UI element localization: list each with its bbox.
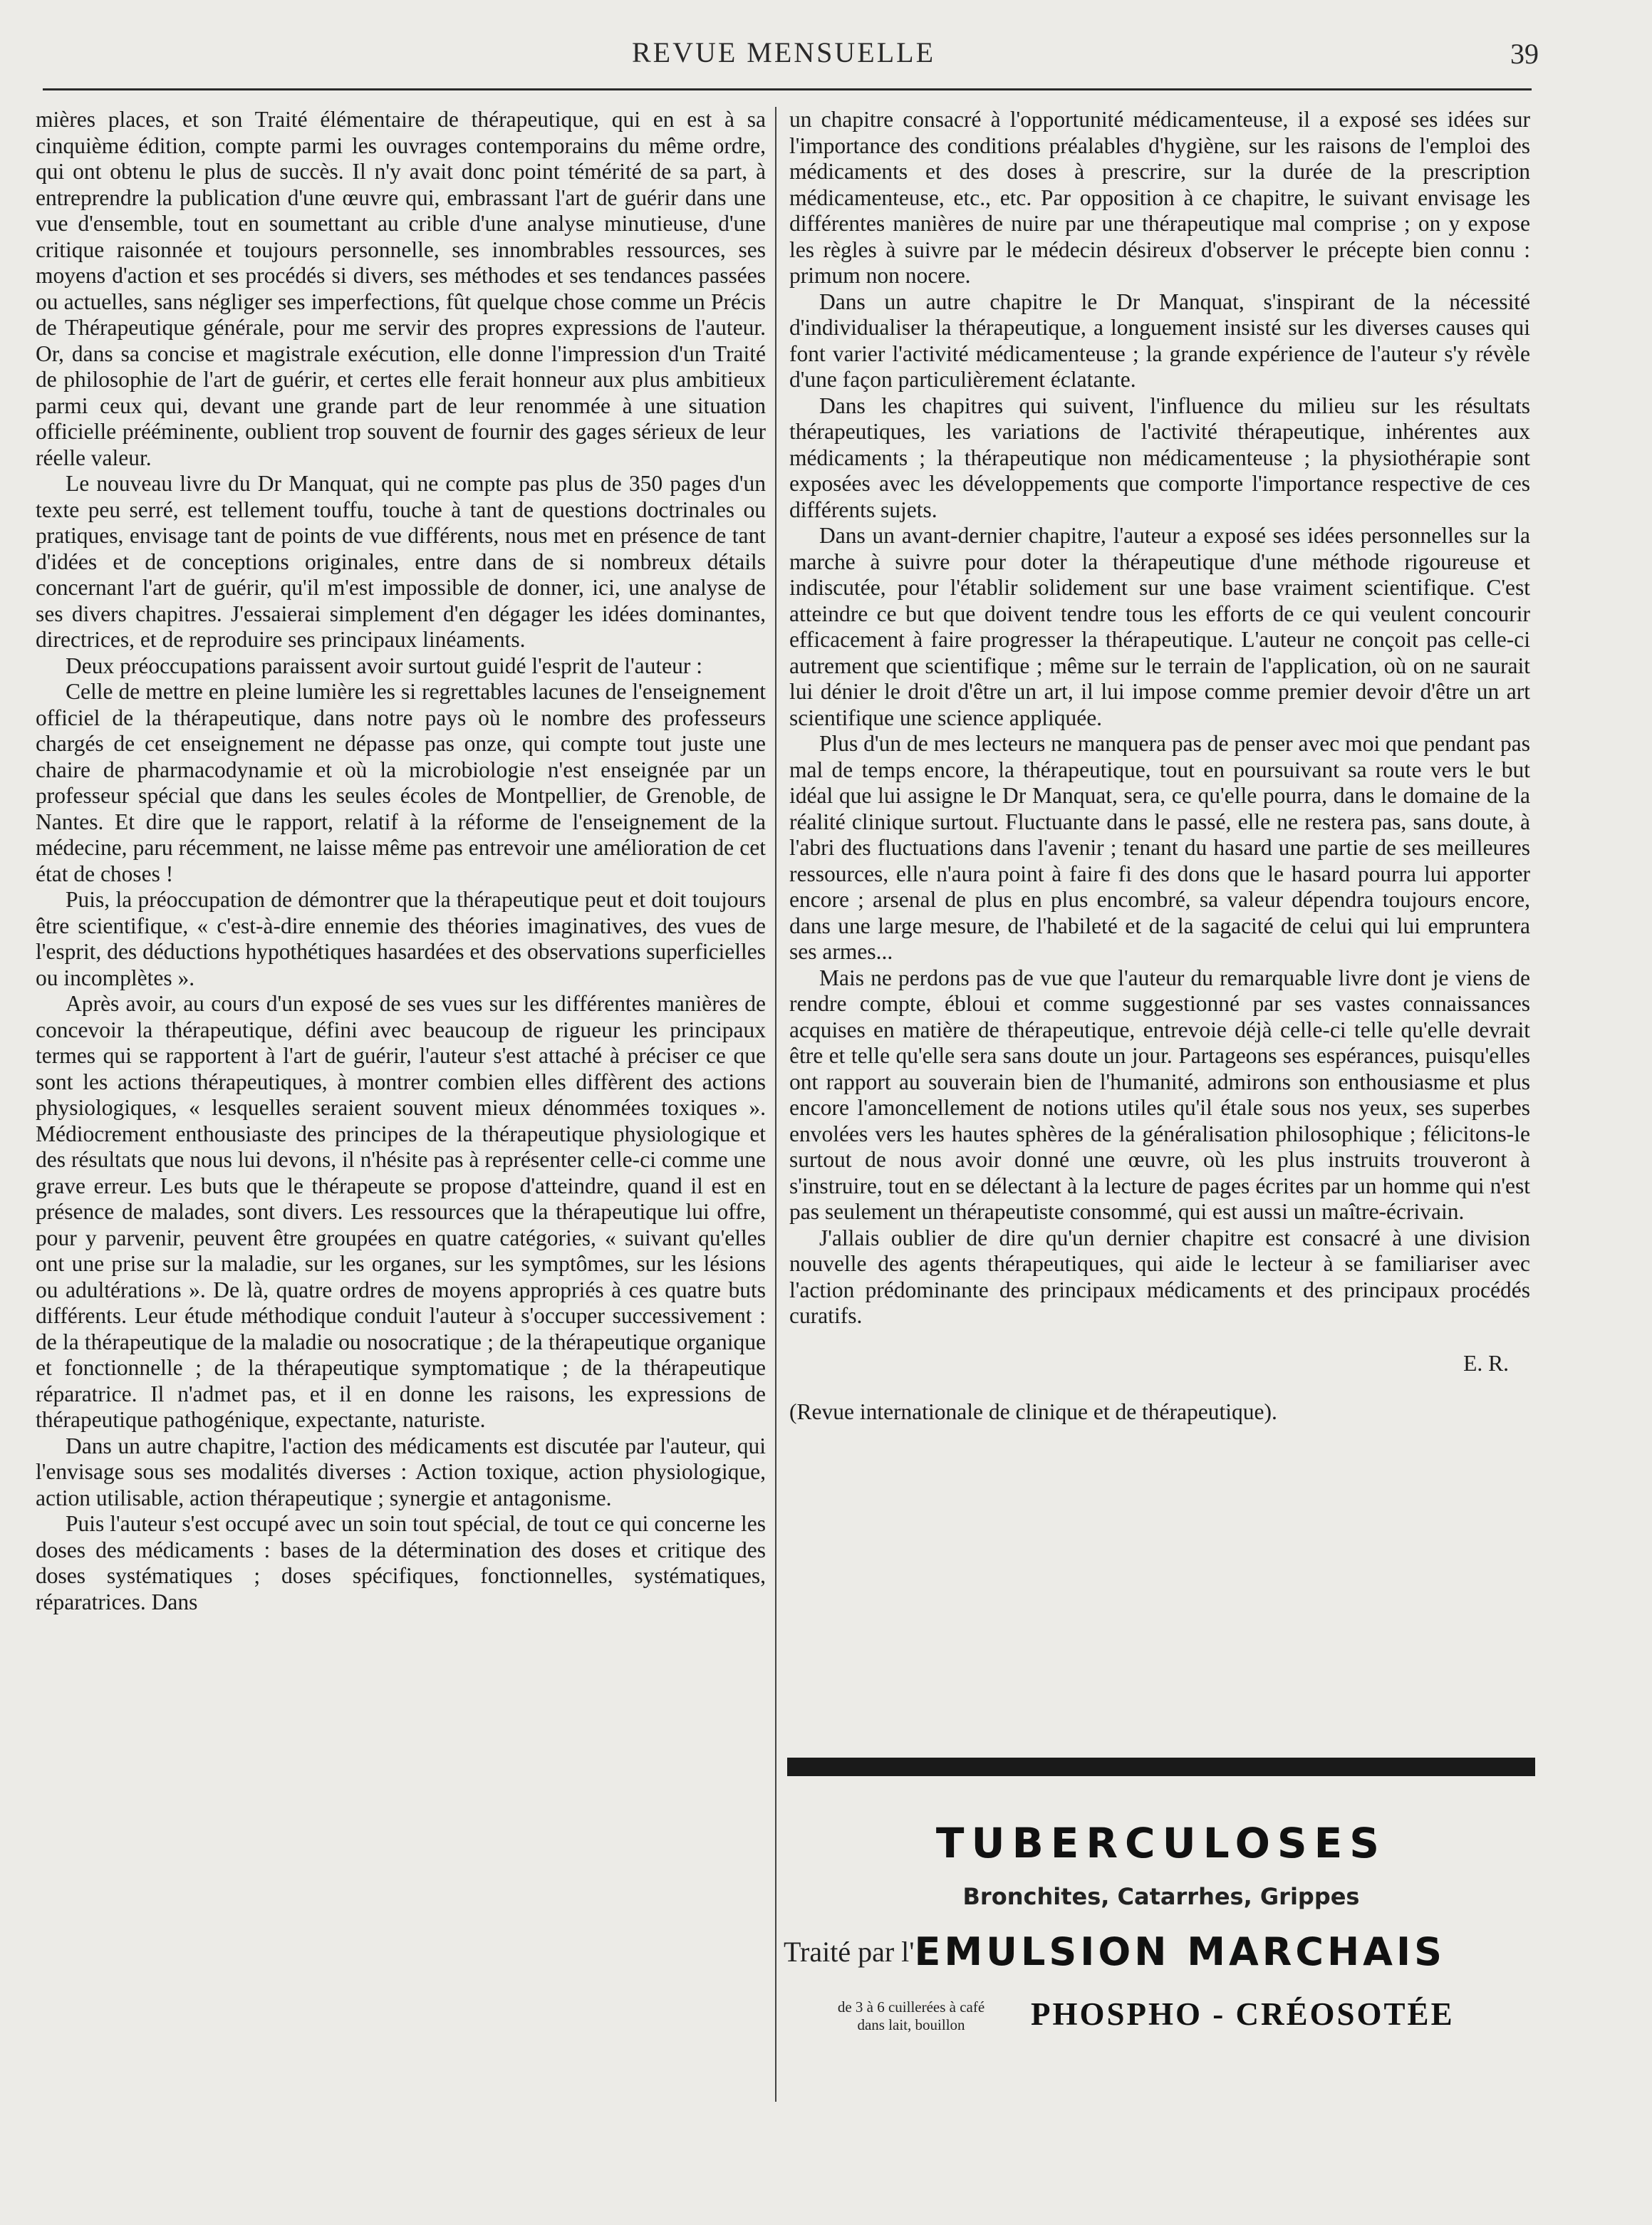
paragraph: mières places, et son Traité élémentaire de thérapeutique, qui en est à sa cinquième édition, compte parmi les ouvrages contemporains du même ordre, qui ont obtenu le plus de succès. Il n'y avait donc point témérité de sa part, à entreprendre la publication d'une œuvre qui, embrassant l'art de guérir dans une vue d'ensemble, tout en soumettant au crible d'une analyse minutieuse, d'une critique raisonnée et toujours personnelle, ses innombrables ressources, ses moyens d'action et ses procédés si divers, ses méthodes et ses tendances passées ou actuelles, sans négliger ses imperfections, fût quelque chose comme un Précis de Thérapeutique générale, pour me servir des propres expressions de l'auteur. Or, dans sa concise et magistrale exécution, elle donne l'impression d'un Traité de philosophie de l'art de guérir, et certes elle ferait honneur aux plus ambitieux parmi ceux qui, devant une grande part de leur renommée à une situation officielle prééminente, oublient trop souvent de fournir des gages sérieux de leur réelle valeur. — [36, 107, 766, 470]
ad-treated-by: Traité par l' — [784, 1936, 915, 1968]
ad-product: PHOSPHO - CRÉOSOTÉE — [1031, 1996, 1455, 2032]
column-divider — [775, 107, 776, 2102]
ad-subtitle: Bronchites, Catarrhes, Grippes — [962, 1883, 1360, 1910]
journal-title: REVUE MENSUELLE — [631, 36, 936, 68]
paragraph: un chapitre consacré à l'opportunité médicamenteuse, il a exposé ses idées sur l'importance des conditions préalables d'hygiène, sur les raisons de l'emploi des médicaments et des doses à prescrire, sur la durée de la prescription médicamenteuse, etc., etc. Par opposition à ce chapitre, le suivant envisage les différentes manières de nuire par une thérapeutique mal comprise ; on y expose les règles à suivre par le médecin désireux d'observer le précepte bien connu : primum non nocere. — [789, 107, 1530, 288]
ad-dose-line: dans lait, bouillon — [857, 2016, 965, 2033]
paragraph: Plus d'un de mes lecteurs ne manquera pas de penser avec moi que pendant pas mal de temps encore, la thérapeutique, tout en poursuivant sa route vers le but idéal que lui assigne le Dr Manquat, sera, ce qu'elle pourra, dans le domaine de la réalité clinique surtout. Fluctuante dans le passé, elle ne restera pas, sans doute, à l'abri des fluctuations dans l'avenir ; tenant du hasard une partie de ses meilleures ressources, elle n'aura point à faire fi des dons que le hasard pourra lui apporter encore ; arsenal de plus en plus encombré, sa valeur dépendra toujours encore, dans une large mesure, de l'habileté et de la sagacité de celui qui lui empruntera ses armes... — [789, 731, 1530, 964]
paragraph: Celle de mettre en pleine lumière les si regrettables lacunes de l'enseignement officiel de la thérapeutique, dans notre pays où le nombre des professeurs chargés de cet enseignement ne dépasse pas onze, qui compte tout juste une chaire de pharmacodynamie et où la microbiologie n'est enseignée par un professeur spécial que dans les seules écoles de Montpellier, de Grenoble, de Nantes. Et dire que le rapport, relatif à la réforme de l'enseignement de la médecine, paru récemment, ne laisse même pas entrevoir une amélioration de cet état de choses ! — [36, 679, 766, 886]
ad-brand: EMULSION MARCHAIS — [914, 1929, 1445, 1974]
paragraph: Le nouveau livre du Dr Manquat, qui ne compte pas plus de 350 pages d'un texte peu serré, est tellement touffu, touche à tant de questions doctrinales ou pratiques, envisage tant de points de vue différents, nous met en présence de tant d'idées et de conceptions originales, entre dans de si nombreux détails concernant l'art de guérir, qu'il m'est impossible de donner, ici, une analyse de ses divers chapitres. J'essaierai simplement d'en dégager les idées dominantes, directrices, et de reproduire ses principaux linéaments. — [36, 471, 766, 652]
ad-brand-line — [784, 1929, 1539, 1974]
paragraph: Deux préoccupations paraissent avoir surtout guidé l'esprit de l'auteur : — [66, 653, 702, 678]
ad-dose-line: de 3 à 6 cuillerées à café — [837, 1998, 985, 2016]
header-rule — [43, 88, 1532, 90]
paragraph: Dans un autre chapitre, l'action des médicaments est discutée par l'auteur, qui l'envisage sous ses modalités diverses : Action toxique, action physiologique, action utilisable, action thérapeutique ; synergie et antagonisme. — [36, 1433, 766, 1510]
left-column — [36, 107, 766, 1615]
paragraph: Dans les chapitres qui suivent, l'influence du milieu sur les résultats thérapeutiques, les variations de l'activité thérapeutique, inhérentes aux médicaments ; la thérapeutique non médicamenteuse ; la physiothérapie sont exposées avec les développements que comporte l'importance respective de ces différents sujets. — [789, 393, 1530, 522]
ad-title: TUBERCULOSES — [935, 1819, 1387, 1867]
ad-dosage — [783, 1998, 1039, 2034]
page-number: 39 — [1510, 38, 1539, 70]
advertisement — [784, 1776, 1535, 2047]
paragraph: Puis l'auteur s'est occupé avec un soin tout spécial, de tout ce qui concerne les doses des médicaments : bases de la détermination des doses et critique des doses systématiques ; doses spécifiques, fonctionnelles, systématiques, réparatrices. Dans — [36, 1511, 766, 1614]
right-column — [789, 107, 1530, 1426]
paragraph: Dans un autre chapitre le Dr Manquat, s'inspirant de la nécessité d'individualiser la thérapeutique, a longuement insisté sur les diverses causes qui font varier l'activité médicamenteuse ; la grande expérience de l'auteur s'y révèle d'une façon particulièrement éclatante. — [789, 289, 1530, 392]
advertisement-bar — [787, 1758, 1535, 1776]
paragraph: Dans un avant-dernier chapitre, l'auteur a exposé ses idées personnelles sur la marche à suivre pour doter la thérapeutique d'une méthode rigoureuse et indiscutée, pour l'établir solidement sur une base vraiment scientifique. C'est atteindre ce but que doivent tendre tous les efforts de ce qui veulent concourir efficacement à faire progresser la thérapeutique. L'auteur ne conçoit pas celle-ci autrement que scientifique ; même sur le terrain de l'application, où on ne saurait lui dénier le droit d'être un art, il lui impose comme premier devoir d'être un art scientifique une science appliquée. — [789, 523, 1530, 730]
page-header — [28, 28, 1539, 78]
paragraph: J'allais oublier de dire qu'un dernier chapitre est consacré à une division nouvelle des agents thérapeutiques, qui aide le lecteur à se familiariser avec l'action prédominante des principaux médicaments et des principaux procédés curatifs. — [789, 1225, 1530, 1328]
paragraph: Puis, la préoccupation de démontrer que la thérapeutique peut et doit toujours être scientifique, « c'est-à-dire ennemie des théories imaginatives, des vues de l'esprit, des déductions hypothétiques hasardées et des observations superficielles ou incomplètes ». — [36, 887, 766, 990]
paragraph: Mais ne perdons pas de vue que l'auteur du remarquable livre dont je viens de rendre compte, ébloui et comme suggestionné par ses vastes connaissances acquises en matière de thérapeutique, entrevoie déjà celle-ci telle qu'elle devrait être et telle qu'elle sera sans doute un jour. Partageons ses espérances, puisqu'elles ont rapport au souverain bien de l'humanité, admirons son enthousiasme et plus encore l'amoncellement de notions utiles qu'il étale sous nos yeux, ses superbes envolées vers les hautes sphères de la généralisation philosophique ; félicitons-le surtout de nous avoir donné une œuvre, où les plus instruits trouveront à s'instruire, tout en se délectant à la lecture de pages écrites par un homme qui n'est pas seulement un thérapeutiste consommé, qui est aussi un maître-écrivain. — [789, 965, 1530, 1224]
source-citation: (Revue internationale de clinique et de thérapeutique). — [789, 1399, 1277, 1424]
paragraph: Après avoir, au cours d'un exposé de ses vues sur les différentes manières de concevoir la thérapeutique, défini avec beaucoup de rigueur les principaux termes qui se rapportent à l'art de guérir, l'auteur s'est attaché à préciser ce que sont les actions thérapeutiques, à montrer combien elles diffèrent des actions physiologiques, « lesquelles seraient souvent mieux dénommées toxiques ». Médiocrement enthousiaste des principes de la thérapeutique physiologique et des résultats que nous lui devons, il n'hésite pas à représenter celle-ci comme une grave erreur. Les buts que le thérapeute se propose d'atteindre, quand il est en présence de malades, sont divers. Les ressources que la thérapeutique lui offre, pour y parvenir, peuvent être groupées en quatre catégories, « suivant qu'elles ont une prise sur la maladie, sur les organes, sur les symptômes, sur les lésions ou adultérations ». De là, quatre ordres de moyens appropriés à ces quatre buts différents. Leur étude méthodique conduit l'auteur à s'occuper successivement : de la thérapeutique de la maladie ou nosocratique ; de la thérapeutique organique et fonctionnelle ; de la thérapeutique symptomatique ; de la thérapeutique réparatrice. Il n'admet pas, et il en donne les raisons, les expressions de thérapeutique pathogénique, expectante, naturiste. — [36, 991, 766, 1432]
signature: E. R. — [1463, 1350, 1509, 1376]
